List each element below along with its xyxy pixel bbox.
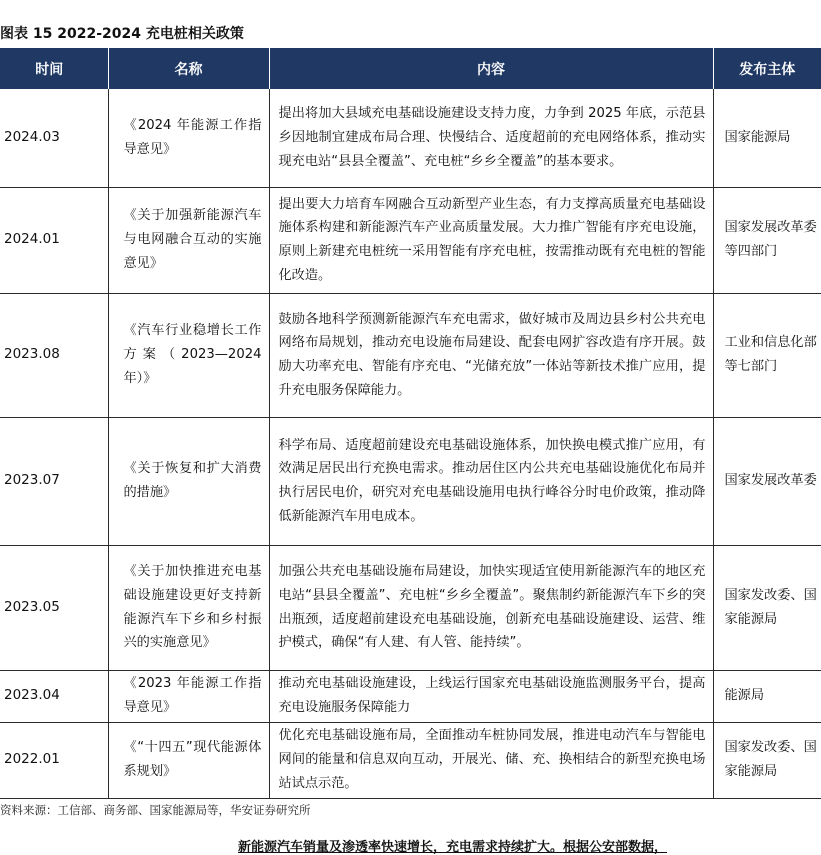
cell-issuer: 工业和信息化部等七部门 <box>713 293 821 417</box>
table-header-row <box>0 48 821 89</box>
cell-date: 2022.01 <box>0 722 108 798</box>
column-header-name: 名称 <box>108 48 269 89</box>
table-row <box>0 670 821 722</box>
column-header-issuer: 发布主体 <box>713 48 821 89</box>
cell-date: 2024.01 <box>0 187 108 293</box>
table-row <box>0 545 821 670</box>
cell-date: 2023.08 <box>0 293 108 417</box>
cell-content: 提出要大力培育车网融合互动新型产业生态，有力支撑高质量充电基础设施体系构建和新能源汽车产业高质量发展。大力推广智能有序充电设施，原则上新建充电桩统一采用智能有序充电桩，按需推动既有充电桩的智能化改造。 <box>269 187 713 293</box>
cell-date: 2024.03 <box>0 89 108 187</box>
cell-date: 2023.07 <box>0 417 108 545</box>
table-row <box>0 722 821 798</box>
table-row <box>0 293 821 417</box>
cell-name: 《2024 年能源工作指导意见》 <box>108 89 269 187</box>
cell-issuer: 能源局 <box>713 670 821 722</box>
cell-date: 2023.04 <box>0 670 108 722</box>
table-row <box>0 89 821 187</box>
cell-content: 提出将加大县域充电基础设施建设支持力度，力争到 2025 年底，示范县乡因地制宜建成布局合理、快慢结合、适度超前的充电网络体系，推动实现充电站“县县全覆盖”、充电桩“乡乡全覆盖”的基本要求。 <box>269 89 713 187</box>
cell-date: 2023.05 <box>0 545 108 670</box>
cell-content: 推动充电基础设施建设，上线运行国家充电基础设施监测服务平台，提高充电设施服务保障能力 <box>269 670 713 722</box>
cell-issuer: 国家发展改革委 <box>713 417 821 545</box>
cell-content: 科学布局、适度超前建设充电基础设施体系，加快换电模式推广应用，有效满足居民出行充换电需求。推动居住区内公共充电基础设施优化布局并执行居民电价，研究对充电基础设施用电执行峰谷分时电价政策，推动降低新能源汽车用电成本。 <box>269 417 713 545</box>
column-header-content: 内容 <box>269 48 713 89</box>
column-header-date: 时间 <box>0 48 108 89</box>
cell-name: 《“十四五”现代能源体系规划》 <box>108 722 269 798</box>
table-row <box>0 417 821 545</box>
policy-table <box>0 48 821 799</box>
cell-issuer: 国家发展改革委等四部门 <box>713 187 821 293</box>
cell-content: 优化充电基础设施布局，全面推动车桩协同发展，推进电动汽车与智能电网间的能量和信息双向互动，开展光、储、充、换相结合的新型充换电场站试点示范。 <box>269 722 713 798</box>
table-row <box>0 187 821 293</box>
cell-name: 《汽车行业稳增长工作方案（2023—2024 年）》 <box>108 293 269 417</box>
cell-name: 《关于加快推进充电基础设施建设更好支持新能源汽车下乡和乡村振兴的实施意见》 <box>108 545 269 670</box>
body-text-line: 新能源汽车销量及渗透率快速增长，充电需求持续扩大。根据公安部数据， <box>238 840 668 855</box>
cell-name: 《2023 年能源工作指导意见》 <box>108 670 269 722</box>
cell-name: 《关于加强新能源汽车与电网融合互动的实施意见》 <box>108 187 269 293</box>
figure-title: 图表 15 2022-2024 充电桩相关政策 <box>0 26 244 42</box>
source-note: 资料来源：工信部、商务部、国家能源局等，华安证券研究所 <box>0 803 311 817</box>
cell-issuer: 国家发改委、国家能源局 <box>713 545 821 670</box>
cell-content: 加强公共充电基础设施布局建设，加快实现适宜使用新能源汽车的地区充电站“县县全覆盖”、充电桩“乡乡全覆盖”。聚焦制约新能源汽车下乡的突出瓶颈，适度超前建设充电基础设施，创新充电基础设施建设、运营、维护模式，确保“有人建、有人管、能持续”。 <box>269 545 713 670</box>
cell-issuer: 国家发改委、国家能源局 <box>713 722 821 798</box>
cell-content: 鼓励各地科学预测新能源汽车充电需求，做好城市及周边县乡村公共充电网络布局规划，推动充电设施布局建设、配套电网扩容改造有序开展。鼓励大功率充电、智能有序充电、“光储充放”一体站等新技术推广应用，提升充电服务保障能力。 <box>269 293 713 417</box>
cell-name: 《关于恢复和扩大消费的措施》 <box>108 417 269 545</box>
cell-issuer: 国家能源局 <box>713 89 821 187</box>
